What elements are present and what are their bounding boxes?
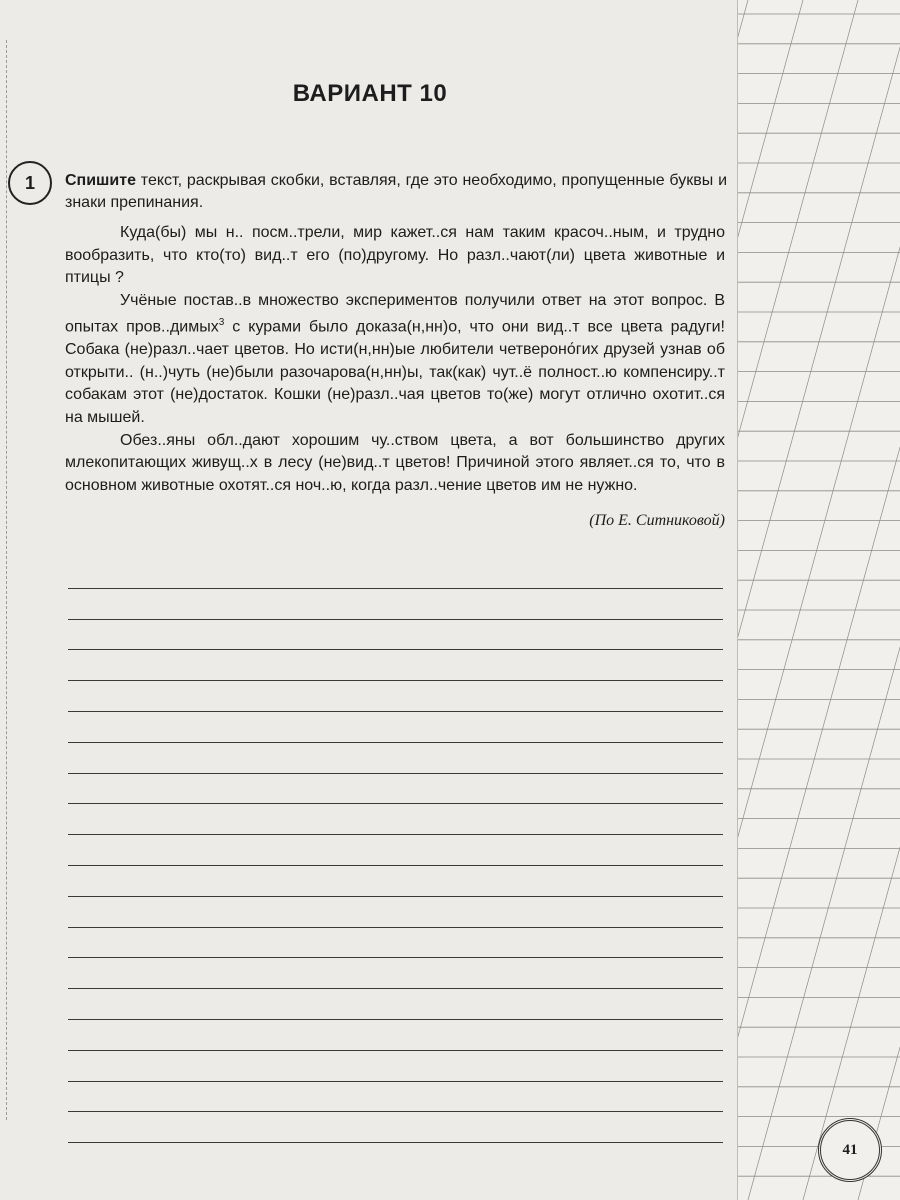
task-number-badge: 1 xyxy=(8,161,52,205)
answer-line[interactable] xyxy=(68,774,723,805)
answer-line[interactable] xyxy=(68,558,723,589)
passage-paragraph-2 xyxy=(65,290,725,430)
instruction-verb: Спишите xyxy=(65,172,136,189)
answer-line[interactable] xyxy=(68,928,723,959)
task-instruction xyxy=(65,170,727,214)
margin-slant-line xyxy=(738,0,900,1200)
passage-paragraph-3: Обез..яны обл..дают хорошим чу..ством цвета, а вот большинство других млекопитающих живущ..х в лесу (не)вид..т цветов! Причиной этого являет..ся то, что в основном животные охотят..ся ноч..ю, когда разл..чение цветов им не нужно. xyxy=(65,431,725,494)
margin-slant-line xyxy=(858,0,900,1200)
margin-ruling xyxy=(738,0,900,1200)
answer-line[interactable] xyxy=(68,681,723,712)
page-title: ВАРИАНТ 10 xyxy=(292,80,448,107)
passage-paragraph-2-end: с курами было доказа(н,нн)о, что они вид..т все цвета радуги! Собака (не)разл..чает цветов. Но исти(н,нн)ые любители четвероно́гих друзей узнав об открыти.. (н..)чуть (не)были разочарова(н,нн)ы, так(как) чут..ё полност..ю компенсиру..т собакам этот (не)достаток. Кошки (не)разл..чая цветов то(же) могут отлично охотит..ся на мышей. xyxy=(65,318,725,427)
answer-line[interactable] xyxy=(68,958,723,989)
answer-line[interactable] xyxy=(68,835,723,866)
answer-line[interactable] xyxy=(68,1112,723,1143)
answer-line[interactable] xyxy=(68,589,723,620)
answer-lines[interactable] xyxy=(68,558,723,1143)
instruction-text: текст, раскрывая скобки, вставляя, где это необходимо, пропущенные буквы и знаки препинания. xyxy=(65,172,727,211)
page-number: 41 xyxy=(818,1118,882,1182)
answer-line[interactable] xyxy=(68,1051,723,1082)
task-passage xyxy=(65,222,725,497)
margin-slant-line xyxy=(748,0,900,1200)
margin-slant-line xyxy=(803,0,900,1200)
footnote-mark: 3 xyxy=(218,317,225,329)
answer-line[interactable] xyxy=(68,1082,723,1113)
answer-line[interactable] xyxy=(68,804,723,835)
passage-source: (По Е. Ситниковой) xyxy=(589,512,725,529)
right-margin-strip xyxy=(737,0,900,1200)
answer-line[interactable] xyxy=(68,989,723,1020)
answer-line[interactable] xyxy=(68,650,723,681)
passage-paragraph-2-start: Учёные постав..в множество экспериментов получили ответ на этот вопрос. В опытах пров..димых xyxy=(65,291,725,336)
margin-slant-line xyxy=(738,0,748,1200)
answer-line[interactable] xyxy=(68,897,723,928)
margin-slant-line xyxy=(738,0,900,1200)
answer-line[interactable] xyxy=(68,866,723,897)
answer-line[interactable] xyxy=(68,620,723,651)
answer-line[interactable] xyxy=(68,743,723,774)
margin-slant-line xyxy=(738,0,858,1200)
passage-paragraph-1: Куда(бы) мы н.. посм..трели, мир кажет..ся нам таким красоч..ным, и трудно вообразить, что кто(то) вид..т его (по)другому. Но разл..чают(ли) цвета животные и птицы ? xyxy=(65,224,725,287)
margin-slant-line xyxy=(738,0,900,1200)
answer-line[interactable] xyxy=(68,712,723,743)
binding-edge xyxy=(0,40,7,1120)
answer-line[interactable] xyxy=(68,1020,723,1051)
